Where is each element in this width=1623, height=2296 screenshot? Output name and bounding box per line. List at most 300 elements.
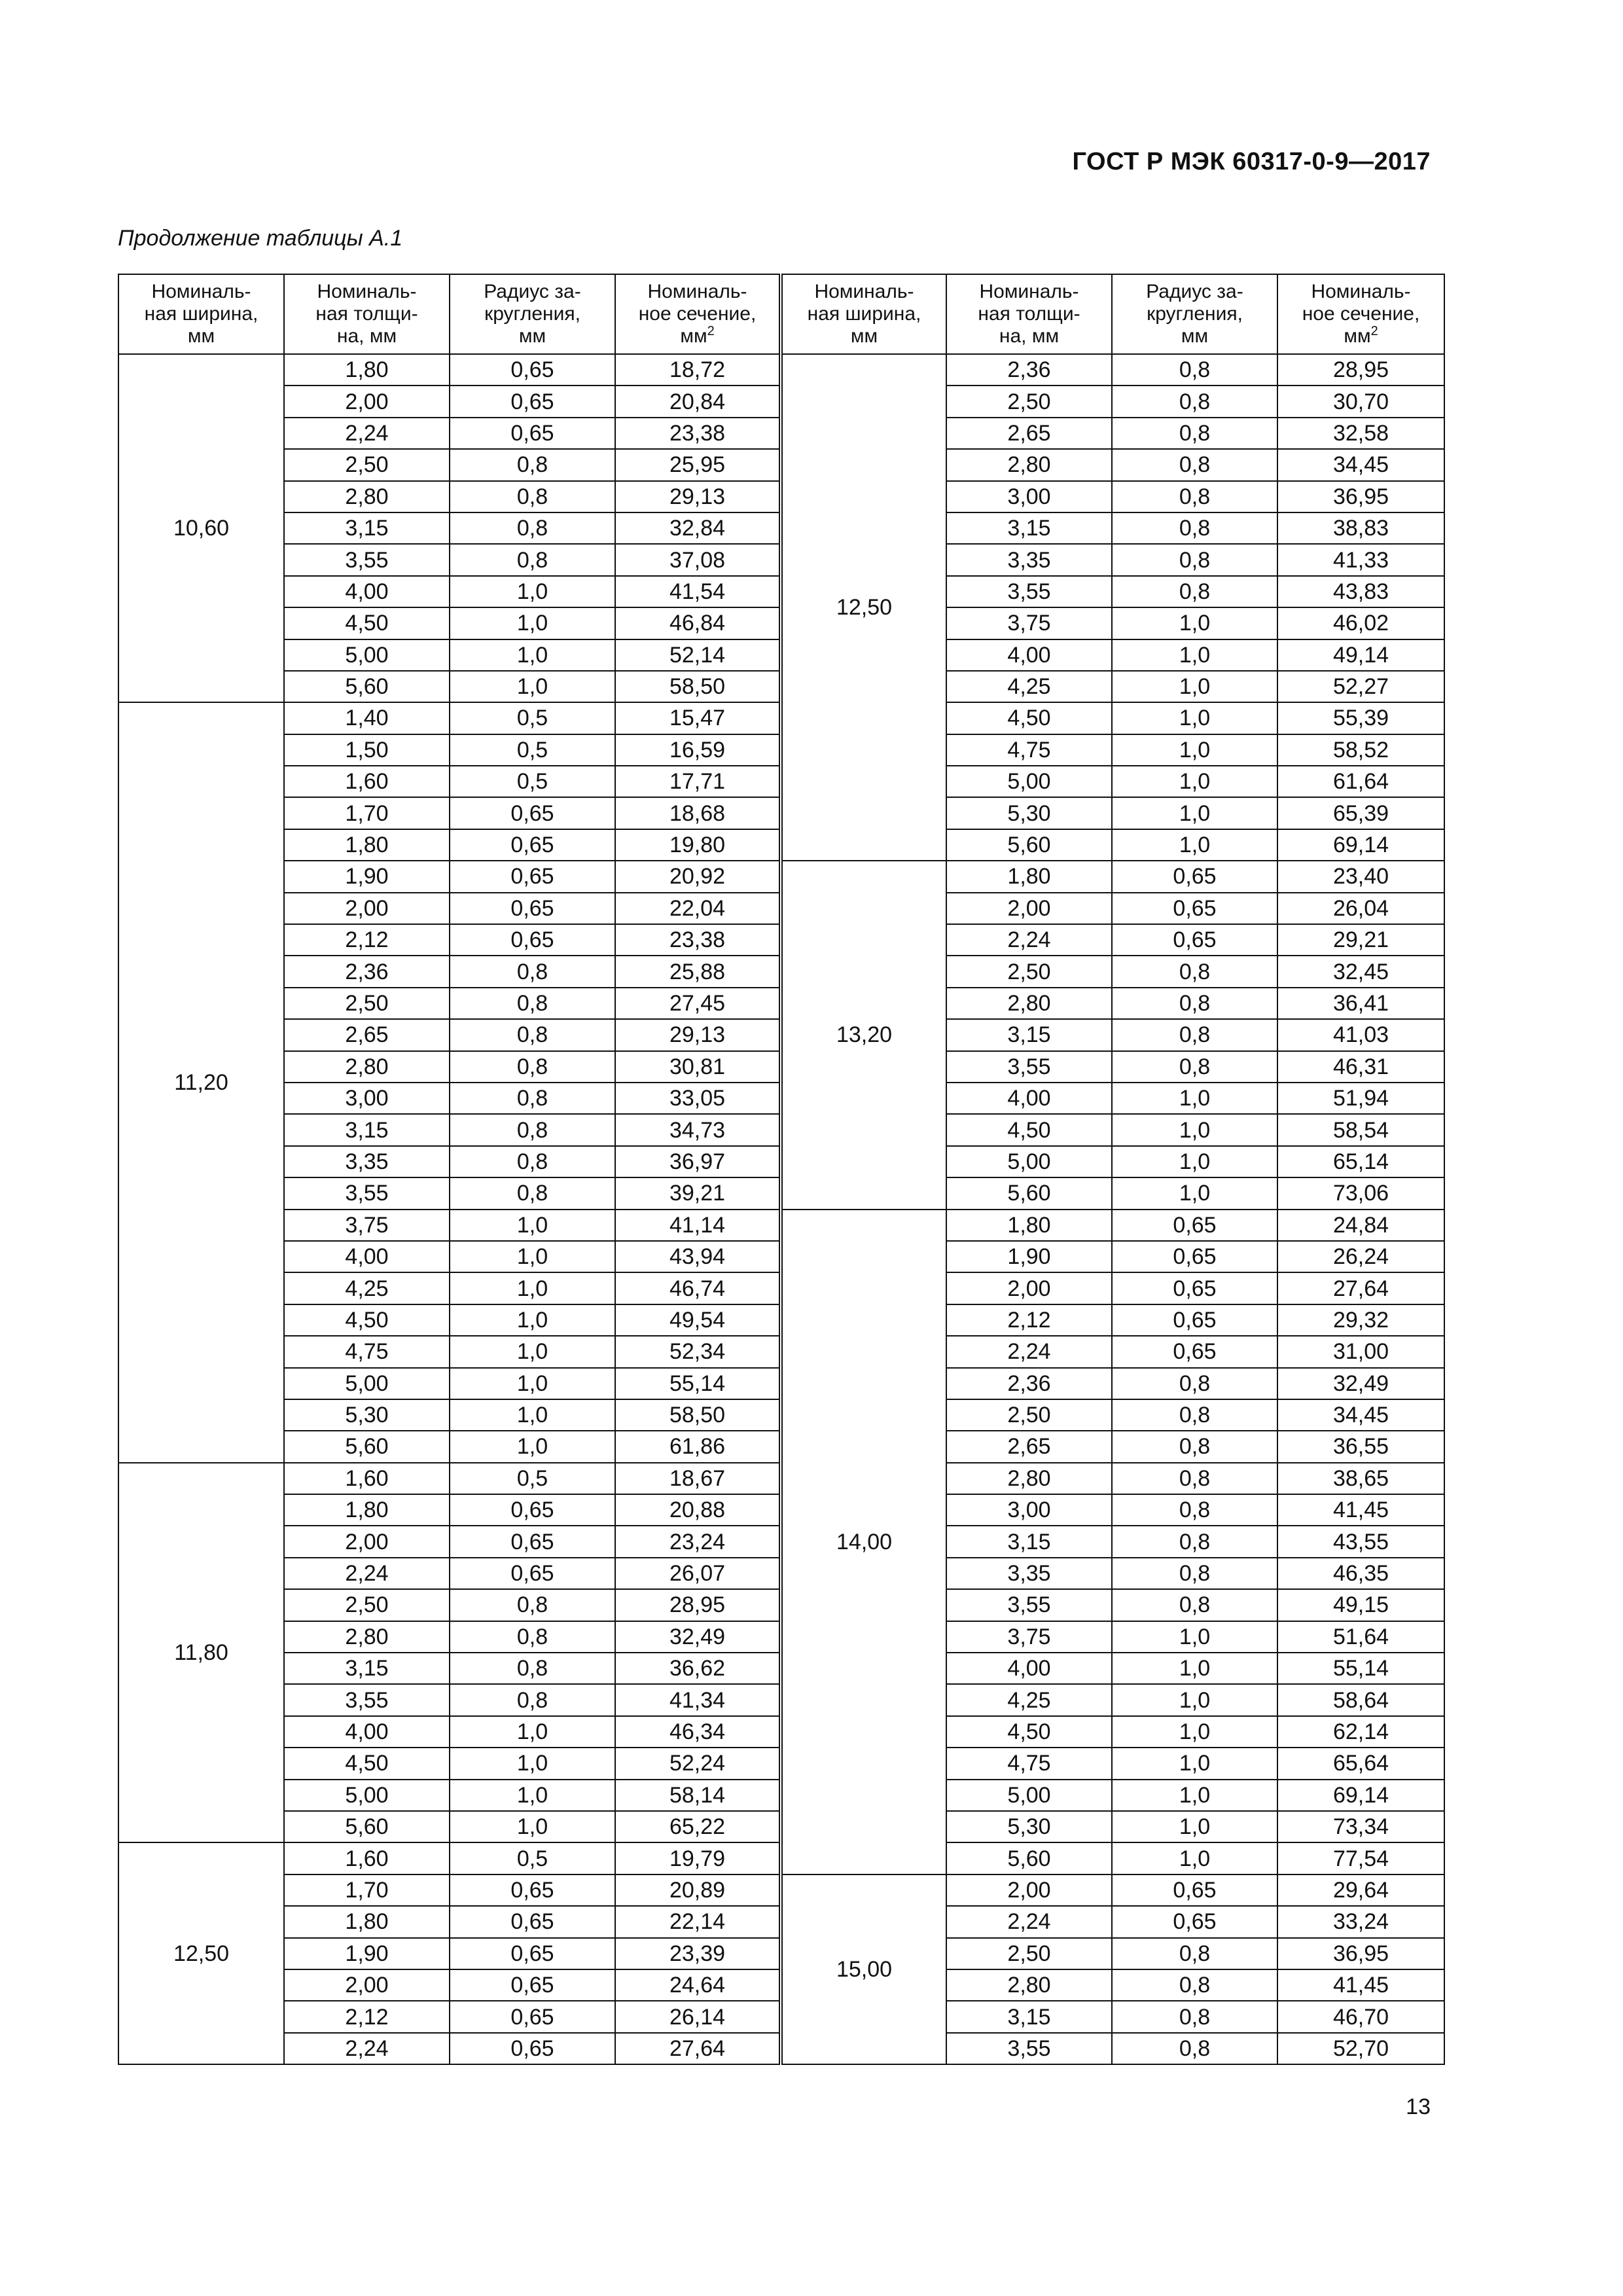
nominal-section-cell: 51,94	[1277, 1083, 1444, 1114]
nominal-section-cell: 32,45	[1277, 956, 1444, 987]
nominal-thickness-cell: 2,00	[946, 1874, 1112, 1906]
header-corner-radius-left: Радиус за- кругления, мм	[450, 274, 615, 354]
dimensions-table	[118, 274, 1445, 2065]
corner-radius-cell: 0,8	[1112, 2033, 1277, 2064]
nominal-thickness-cell: 5,60	[946, 1842, 1112, 1874]
nominal-width-cell: 13,20	[781, 861, 946, 1209]
corner-radius-cell: 1,0	[450, 576, 615, 607]
corner-radius-cell: 0,8	[1112, 449, 1277, 480]
table-row	[118, 1210, 1444, 1241]
corner-radius-cell: 0,65	[1112, 1906, 1277, 1937]
nominal-thickness-cell: 2,65	[284, 1019, 450, 1050]
nominal-section-cell: 27,45	[615, 988, 781, 1019]
corner-radius-cell: 0,8	[1112, 1526, 1277, 1557]
nominal-section-cell: 41,54	[615, 576, 781, 607]
nominal-thickness-cell: 3,35	[946, 1558, 1112, 1589]
page-number: 13	[1406, 2094, 1431, 2119]
nominal-thickness-cell: 1,90	[946, 1241, 1112, 1272]
nominal-thickness-cell: 2,36	[946, 354, 1112, 386]
nominal-thickness-cell: 5,30	[946, 797, 1112, 829]
nominal-thickness-cell: 1,80	[946, 861, 1112, 892]
nominal-section-cell: 30,81	[615, 1051, 781, 1083]
nominal-thickness-cell: 1,60	[284, 1842, 450, 1874]
corner-radius-cell: 1,0	[450, 1748, 615, 1779]
nominal-section-cell: 55,14	[615, 1368, 781, 1399]
nominal-section-cell: 17,71	[615, 766, 781, 797]
corner-radius-cell: 1,0	[450, 1811, 615, 1842]
nominal-thickness-cell: 2,80	[946, 1463, 1112, 1494]
corner-radius-cell: 0,8	[1112, 1463, 1277, 1494]
nominal-section-cell: 43,83	[1277, 576, 1444, 607]
corner-radius-cell: 1,0	[1112, 1653, 1277, 1684]
nominal-thickness-cell: 2,24	[946, 1336, 1112, 1367]
corner-radius-cell: 0,8	[450, 1177, 615, 1209]
nominal-thickness-cell: 5,60	[946, 829, 1112, 861]
nominal-section-cell: 65,64	[1277, 1748, 1444, 1779]
nominal-section-cell: 46,84	[615, 607, 781, 639]
corner-radius-cell: 1,0	[1112, 1716, 1277, 1748]
nominal-thickness-cell: 4,50	[284, 1304, 450, 1336]
nominal-thickness-cell: 2,50	[946, 386, 1112, 417]
nominal-thickness-cell: 5,30	[946, 1811, 1112, 1842]
corner-radius-cell: 1,0	[450, 1304, 615, 1336]
corner-radius-cell: 0,8	[1112, 1969, 1277, 2001]
nominal-thickness-cell: 4,50	[946, 1114, 1112, 1145]
nominal-thickness-cell: 2,00	[284, 1526, 450, 1557]
corner-radius-cell: 0,65	[450, 1938, 615, 1969]
table-row	[118, 354, 1444, 386]
corner-radius-cell: 0,8	[450, 481, 615, 512]
nominal-thickness-cell: 4,25	[946, 671, 1112, 702]
nominal-section-cell: 49,54	[615, 1304, 781, 1336]
corner-radius-cell: 1,0	[1112, 1842, 1277, 1874]
nominal-section-cell: 20,88	[615, 1494, 781, 1526]
nominal-thickness-cell: 3,15	[284, 1653, 450, 1684]
corner-radius-cell: 0,65	[450, 1969, 615, 2001]
nominal-section-cell: 22,14	[615, 1906, 781, 1937]
corner-radius-cell: 0,65	[450, 797, 615, 829]
corner-radius-cell: 0,8	[1112, 544, 1277, 575]
nominal-thickness-cell: 5,60	[284, 1811, 450, 1842]
corner-radius-cell: 1,0	[450, 1716, 615, 1748]
corner-radius-cell: 1,0	[1112, 829, 1277, 861]
nominal-section-cell: 41,14	[615, 1210, 781, 1241]
nominal-thickness-cell: 1,40	[284, 702, 450, 734]
nominal-thickness-cell: 2,50	[284, 449, 450, 480]
nominal-thickness-cell: 4,00	[284, 1241, 450, 1272]
nominal-section-cell: 26,07	[615, 1558, 781, 1589]
nominal-thickness-cell: 1,80	[946, 1210, 1112, 1241]
nominal-thickness-cell: 2,24	[946, 1906, 1112, 1937]
corner-radius-cell: 1,0	[1112, 639, 1277, 671]
nominal-thickness-cell: 2,80	[946, 988, 1112, 1019]
corner-radius-cell: 0,8	[1112, 1051, 1277, 1083]
corner-radius-cell: 1,0	[1112, 1621, 1277, 1653]
nominal-section-cell: 69,14	[1277, 1780, 1444, 1811]
corner-radius-cell: 0,65	[1112, 861, 1277, 892]
nominal-section-cell: 58,50	[615, 671, 781, 702]
corner-radius-cell: 0,65	[1112, 1241, 1277, 1272]
corner-radius-cell: 1,0	[450, 1431, 615, 1462]
nominal-section-cell: 19,80	[615, 829, 781, 861]
corner-radius-cell: 1,0	[450, 1368, 615, 1399]
nominal-width-cell: 11,20	[118, 702, 284, 1462]
nominal-thickness-cell: 4,25	[284, 1272, 450, 1304]
nominal-thickness-cell: 4,75	[946, 734, 1112, 766]
header-nominal-thickness-right: Номиналь- ная толщи- на, мм	[946, 274, 1112, 354]
nominal-thickness-cell: 2,24	[946, 924, 1112, 956]
nominal-thickness-cell: 5,00	[946, 1780, 1112, 1811]
nominal-section-cell: 52,27	[1277, 671, 1444, 702]
nominal-section-cell: 58,54	[1277, 1114, 1444, 1145]
nominal-section-cell: 26,24	[1277, 1241, 1444, 1272]
nominal-thickness-cell: 1,70	[284, 797, 450, 829]
nominal-section-cell: 29,21	[1277, 924, 1444, 956]
corner-radius-cell: 0,8	[1112, 576, 1277, 607]
corner-radius-cell: 1,0	[1112, 1684, 1277, 1715]
header-nominal-section-right: Номиналь- ное сечение, $мм^2$	[1277, 274, 1444, 354]
table-caption: Продолжение таблицы А.1	[118, 226, 403, 251]
nominal-section-cell: 38,83	[1277, 512, 1444, 544]
nominal-section-cell: 43,55	[1277, 1526, 1444, 1557]
nominal-section-cell: 29,32	[1277, 1304, 1444, 1336]
nominal-thickness-cell: 3,15	[284, 512, 450, 544]
corner-radius-cell: 0,5	[450, 734, 615, 766]
nominal-thickness-cell: 1,80	[284, 354, 450, 386]
nominal-section-cell: 25,88	[615, 956, 781, 987]
nominal-section-cell: 23,39	[615, 1938, 781, 1969]
nominal-section-cell: 25,95	[615, 449, 781, 480]
nominal-thickness-cell: 1,60	[284, 766, 450, 797]
corner-radius-cell: 0,65	[450, 2033, 615, 2064]
nominal-section-cell: 32,49	[1277, 1368, 1444, 1399]
nominal-thickness-cell: 2,80	[284, 1051, 450, 1083]
nominal-section-cell: 58,50	[615, 1399, 781, 1431]
nominal-thickness-cell: 4,00	[284, 576, 450, 607]
corner-radius-cell: 0,65	[450, 893, 615, 924]
nominal-thickness-cell: 3,15	[946, 1526, 1112, 1557]
corner-radius-cell: 0,65	[1112, 1874, 1277, 1906]
nominal-section-cell: 55,39	[1277, 702, 1444, 734]
nominal-section-cell: 52,34	[615, 1336, 781, 1367]
nominal-width-cell: 11,80	[118, 1463, 284, 1843]
corner-radius-cell: 1,0	[450, 1399, 615, 1431]
corner-radius-cell: 0,8	[1112, 1938, 1277, 1969]
corner-radius-cell: 0,8	[450, 956, 615, 987]
nominal-section-cell: 22,04	[615, 893, 781, 924]
corner-radius-cell: 1,0	[1112, 1146, 1277, 1177]
nominal-thickness-cell: 1,50	[284, 734, 450, 766]
nominal-section-cell: 28,95	[1277, 354, 1444, 386]
nominal-thickness-cell: 2,24	[284, 2033, 450, 2064]
corner-radius-cell: 0,8	[1112, 1368, 1277, 1399]
nominal-section-cell: 16,59	[615, 734, 781, 766]
nominal-width-cell: 15,00	[781, 1874, 946, 2064]
nominal-section-cell: 18,68	[615, 797, 781, 829]
nominal-section-cell: 31,00	[1277, 1336, 1444, 1367]
nominal-section-cell: 41,33	[1277, 544, 1444, 575]
corner-radius-cell: 0,65	[1112, 1336, 1277, 1367]
corner-radius-cell: 1,0	[1112, 797, 1277, 829]
corner-radius-cell: 0,65	[1112, 1304, 1277, 1336]
nominal-thickness-cell: 4,00	[946, 639, 1112, 671]
corner-radius-cell: 1,0	[450, 671, 615, 702]
nominal-section-cell: 36,97	[615, 1146, 781, 1177]
nominal-thickness-cell: 1,70	[284, 1874, 450, 1906]
nominal-section-cell: 36,55	[1277, 1431, 1444, 1462]
nominal-section-cell: 41,03	[1277, 1019, 1444, 1050]
corner-radius-cell: 0,65	[450, 1558, 615, 1589]
corner-radius-cell: 0,8	[1112, 2001, 1277, 2032]
corner-radius-cell: 1,0	[450, 1241, 615, 1272]
nominal-section-cell: 69,14	[1277, 829, 1444, 861]
nominal-section-cell: 51,64	[1277, 1621, 1444, 1653]
nominal-section-cell: 30,70	[1277, 386, 1444, 417]
corner-radius-cell: 1,0	[450, 1272, 615, 1304]
corner-radius-cell: 0,8	[450, 1684, 615, 1715]
nominal-thickness-cell: 4,25	[946, 1684, 1112, 1715]
corner-radius-cell: 1,0	[450, 1336, 615, 1367]
nominal-thickness-cell: 2,50	[946, 956, 1112, 987]
corner-radius-cell: 0,8	[450, 1146, 615, 1177]
nominal-thickness-cell: 4,75	[284, 1336, 450, 1367]
table-header-row	[118, 274, 1444, 354]
corner-radius-cell: 0,5	[450, 766, 615, 797]
nominal-width-cell: 12,50	[781, 354, 946, 861]
nominal-thickness-cell: 3,55	[946, 1051, 1112, 1083]
corner-radius-cell: 1,0	[1112, 671, 1277, 702]
corner-radius-cell: 0,65	[1112, 1210, 1277, 1241]
nominal-thickness-cell: 3,15	[946, 1019, 1112, 1050]
nominal-section-cell: 19,79	[615, 1842, 781, 1874]
nominal-section-cell: 65,22	[615, 1811, 781, 1842]
nominal-section-cell: 52,14	[615, 639, 781, 671]
nominal-thickness-cell: 2,80	[284, 481, 450, 512]
nominal-thickness-cell: 3,15	[284, 1114, 450, 1145]
nominal-thickness-cell: 2,50	[284, 988, 450, 1019]
nominal-section-cell: 33,05	[615, 1083, 781, 1114]
nominal-section-cell: 41,45	[1277, 1494, 1444, 1526]
nominal-thickness-cell: 3,75	[946, 1621, 1112, 1653]
header-nominal-width-left: Номиналь- ная ширина, мм	[118, 274, 284, 354]
corner-radius-cell: 0,8	[1112, 512, 1277, 544]
nominal-section-cell: 49,14	[1277, 639, 1444, 671]
nominal-section-cell: 46,31	[1277, 1051, 1444, 1083]
nominal-thickness-cell: 1,90	[284, 861, 450, 892]
nominal-section-cell: 46,34	[615, 1716, 781, 1748]
corner-radius-cell: 0,8	[1112, 481, 1277, 512]
nominal-section-cell: 27,64	[615, 2033, 781, 2064]
corner-radius-cell: 0,8	[1112, 1399, 1277, 1431]
nominal-thickness-cell: 4,50	[946, 1716, 1112, 1748]
nominal-section-cell: 23,38	[615, 924, 781, 956]
nominal-thickness-cell: 2,00	[946, 1272, 1112, 1304]
nominal-section-cell: 52,70	[1277, 2033, 1444, 2064]
corner-radius-cell: 1,0	[1112, 1083, 1277, 1114]
nominal-section-cell: 41,34	[615, 1684, 781, 1715]
nominal-width-cell: 14,00	[781, 1210, 946, 1874]
corner-radius-cell: 0,8	[450, 449, 615, 480]
nominal-section-cell: 36,95	[1277, 481, 1444, 512]
nominal-section-cell: 46,70	[1277, 2001, 1444, 2032]
corner-radius-cell: 1,0	[1112, 702, 1277, 734]
nominal-thickness-cell: 2,80	[946, 449, 1112, 480]
corner-radius-cell: 0,8	[450, 512, 615, 544]
corner-radius-cell: 0,65	[450, 924, 615, 956]
nominal-thickness-cell: 5,00	[284, 1780, 450, 1811]
nominal-section-cell: 23,24	[615, 1526, 781, 1557]
nominal-section-cell: 43,94	[615, 1241, 781, 1272]
nominal-thickness-cell: 2,80	[284, 1621, 450, 1653]
corner-radius-cell: 0,65	[450, 2001, 615, 2032]
corner-radius-cell: 1,0	[450, 639, 615, 671]
nominal-thickness-cell: 5,60	[946, 1177, 1112, 1209]
nominal-thickness-cell: 3,55	[946, 576, 1112, 607]
corner-radius-cell: 0,5	[450, 1463, 615, 1494]
nominal-section-cell: 65,14	[1277, 1146, 1444, 1177]
nominal-section-cell: 18,67	[615, 1463, 781, 1494]
nominal-thickness-cell: 2,24	[284, 1558, 450, 1589]
nominal-thickness-cell: 3,55	[284, 1177, 450, 1209]
nominal-thickness-cell: 2,50	[284, 1589, 450, 1621]
nominal-thickness-cell: 2,36	[284, 956, 450, 987]
nominal-section-cell: 34,73	[615, 1114, 781, 1145]
corner-radius-cell: 0,8	[450, 1621, 615, 1653]
header-nominal-section-left: Номиналь- ное сечение, $мм^2$	[615, 274, 781, 354]
nominal-thickness-cell: 3,00	[946, 1494, 1112, 1526]
nominal-thickness-cell: 2,50	[946, 1938, 1112, 1969]
nominal-thickness-cell: 2,12	[946, 1304, 1112, 1336]
nominal-thickness-cell: 1,80	[284, 1906, 450, 1937]
nominal-thickness-cell: 2,12	[284, 2001, 450, 2032]
nominal-section-cell: 32,49	[615, 1621, 781, 1653]
corner-radius-cell: 0,65	[450, 861, 615, 892]
nominal-thickness-cell: 1,60	[284, 1463, 450, 1494]
corner-radius-cell: 0,8	[1112, 354, 1277, 386]
corner-radius-cell: 0,8	[450, 988, 615, 1019]
corner-radius-cell: 0,8	[1112, 1558, 1277, 1589]
corner-radius-cell: 0,8	[450, 1051, 615, 1083]
header-nominal-width-right: Номиналь- ная ширина, мм	[781, 274, 946, 354]
nominal-thickness-cell: 4,00	[284, 1716, 450, 1748]
nominal-section-cell: 29,64	[1277, 1874, 1444, 1906]
nominal-thickness-cell: 2,00	[946, 893, 1112, 924]
nominal-thickness-cell: 3,55	[946, 1589, 1112, 1621]
nominal-section-cell: 36,41	[1277, 988, 1444, 1019]
nominal-section-cell: 77,54	[1277, 1842, 1444, 1874]
nominal-section-cell: 61,64	[1277, 766, 1444, 797]
nominal-thickness-cell: 1,90	[284, 1938, 450, 1969]
nominal-section-cell: 32,84	[615, 512, 781, 544]
nominal-thickness-cell: 3,00	[284, 1083, 450, 1114]
nominal-section-cell: 20,84	[615, 386, 781, 417]
nominal-section-cell: 36,95	[1277, 1938, 1444, 1969]
corner-radius-cell: 0,8	[450, 1589, 615, 1621]
nominal-section-cell: 39,21	[615, 1177, 781, 1209]
nominal-section-cell: 29,13	[615, 481, 781, 512]
corner-radius-cell: 1,0	[1112, 607, 1277, 639]
nominal-section-cell: 52,24	[615, 1748, 781, 1779]
nominal-thickness-cell: 2,65	[946, 418, 1112, 449]
nominal-section-cell: 41,45	[1277, 1969, 1444, 2001]
nominal-section-cell: 46,35	[1277, 1558, 1444, 1589]
nominal-thickness-cell: 2,00	[284, 1969, 450, 2001]
nominal-thickness-cell: 4,00	[946, 1083, 1112, 1114]
nominal-section-cell: 36,62	[615, 1653, 781, 1684]
corner-radius-cell: 0,65	[450, 829, 615, 861]
corner-radius-cell: 0,65	[450, 1494, 615, 1526]
corner-radius-cell: 0,65	[450, 1526, 615, 1557]
nominal-thickness-cell: 3,55	[284, 544, 450, 575]
document-code: ГОСТ Р МЭК 60317-0-9—2017	[1072, 148, 1431, 175]
nominal-section-cell: 18,72	[615, 354, 781, 386]
corner-radius-cell: 0,5	[450, 702, 615, 734]
corner-radius-cell: 0,8	[1112, 1431, 1277, 1462]
nominal-section-cell: 46,74	[615, 1272, 781, 1304]
nominal-section-cell: 34,45	[1277, 1399, 1444, 1431]
nominal-thickness-cell: 2,00	[284, 893, 450, 924]
nominal-thickness-cell: 3,75	[946, 607, 1112, 639]
nominal-section-cell: 28,95	[615, 1589, 781, 1621]
nominal-section-cell: 34,45	[1277, 449, 1444, 480]
corner-radius-cell: 0,8	[1112, 1494, 1277, 1526]
header-corner-radius-right: Радиус за- кругления, мм	[1112, 274, 1277, 354]
nominal-section-cell: 38,65	[1277, 1463, 1444, 1494]
corner-radius-cell: 1,0	[450, 1210, 615, 1241]
nominal-section-cell: 32,58	[1277, 418, 1444, 449]
nominal-thickness-cell: 3,15	[946, 2001, 1112, 2032]
table-body	[118, 354, 1444, 2064]
nominal-section-cell: 33,24	[1277, 1906, 1444, 1937]
table-row	[118, 1874, 1444, 1906]
nominal-section-cell: 26,04	[1277, 893, 1444, 924]
nominal-thickness-cell: 4,75	[946, 1748, 1112, 1779]
nominal-section-cell: 62,14	[1277, 1716, 1444, 1748]
nominal-section-cell: 29,13	[615, 1019, 781, 1050]
nominal-section-cell: 46,02	[1277, 607, 1444, 639]
corner-radius-cell: 1,0	[1112, 1748, 1277, 1779]
corner-radius-cell: 0,65	[1112, 893, 1277, 924]
nominal-thickness-cell: 1,80	[284, 1494, 450, 1526]
nominal-thickness-cell: 5,00	[946, 1146, 1112, 1177]
nominal-section-cell: 24,64	[615, 1969, 781, 2001]
nominal-thickness-cell: 4,00	[946, 1653, 1112, 1684]
nominal-thickness-cell: 5,60	[284, 671, 450, 702]
nominal-section-cell: 23,38	[615, 418, 781, 449]
nominal-section-cell: 65,39	[1277, 797, 1444, 829]
nominal-thickness-cell: 5,00	[284, 639, 450, 671]
nominal-thickness-cell: 5,60	[284, 1431, 450, 1462]
nominal-thickness-cell: 5,00	[284, 1368, 450, 1399]
nominal-section-cell: 15,47	[615, 702, 781, 734]
nominal-thickness-cell: 3,55	[284, 1684, 450, 1715]
corner-radius-cell: 0,8	[1112, 418, 1277, 449]
corner-radius-cell: 0,8	[1112, 1019, 1277, 1050]
nominal-thickness-cell: 3,55	[946, 2033, 1112, 2064]
nominal-thickness-cell: 4,50	[284, 607, 450, 639]
nominal-thickness-cell: 2,24	[284, 418, 450, 449]
nominal-section-cell: 58,52	[1277, 734, 1444, 766]
corner-radius-cell: 1,0	[1112, 1811, 1277, 1842]
nominal-section-cell: 20,89	[615, 1874, 781, 1906]
nominal-section-cell: 73,34	[1277, 1811, 1444, 1842]
corner-radius-cell: 0,5	[450, 1842, 615, 1874]
corner-radius-cell: 0,65	[1112, 1272, 1277, 1304]
header-nominal-thickness-left: Номиналь- ная толщи- на, мм	[284, 274, 450, 354]
nominal-section-cell: 61,86	[615, 1431, 781, 1462]
nominal-section-cell: 26,14	[615, 2001, 781, 2032]
nominal-section-cell: 27,64	[1277, 1272, 1444, 1304]
